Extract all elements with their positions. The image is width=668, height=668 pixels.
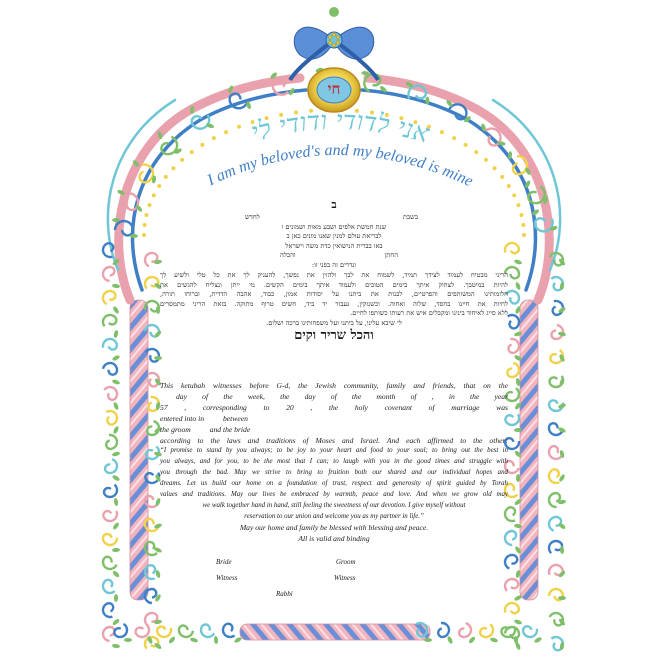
english-line: you always, and for you, to be the most that I can; to laugh with you in the good times and struggle with xyxy=(160,458,508,466)
rabbi-signature-label: Rabbi xyxy=(276,590,293,598)
medallion-letters: חי xyxy=(327,80,341,98)
hebrew-bet: ב xyxy=(331,198,337,211)
hebrew-para-line: לחיות את חיינו בחסד, שלוה ואחוה. וכשנזקין, נעבור יד ביד, חשים טרוף מתוקה. בזאת הריני מתמסרים xyxy=(160,299,508,308)
english-line: 57 , corresponding to 20 , the holy covenant of marriage was xyxy=(160,402,508,412)
english-line: “I promise to stand by you always; to be joy to your heart and food to your soul; to bring out the best in xyxy=(160,447,508,455)
hebrew-para-line: חלומותינו המשותפים והפרטיים, לבנות את ביתנו על יסודות אמון, כבוד, אהבה הדדית, וברוחו תורה, xyxy=(160,290,508,299)
english-line: we walk together hand in hand, still feeling the sweetness of our devotion. I give myself without xyxy=(202,501,466,509)
groom-signature-label: Groom xyxy=(336,558,356,566)
english-text-block xyxy=(160,381,508,545)
hebrew-year-line: שנת חמשת אלפים ושבע מאות ושמונים ו xyxy=(281,222,387,231)
hebrew-closing: והכל שריר וקים xyxy=(294,327,374,343)
hebrew-vows-line: ונדרים זה בפני זו: xyxy=(311,261,357,270)
hebrew-blessing: לי שיבא עלינו, על ביתנו ועל משפחותינו ברכה ושלום. xyxy=(266,318,402,327)
hebrew-para-line: הריני מבטיח לעמוד לצידך תמיד, לשמוח את לבך ולהזין את נפשך, להעניק לך את כל טלי ולשיע לך xyxy=(160,270,508,279)
bride-signature-label: Bride xyxy=(216,558,232,566)
hebrew-paragraph xyxy=(160,271,508,319)
hebrew-text-block xyxy=(160,198,508,343)
hebrew-bride: והכלה xyxy=(280,251,296,260)
hebrew-shabbat: בשבת xyxy=(402,212,418,221)
hebrew-groom: החתן xyxy=(384,251,398,260)
english-line: May our home and family be blessed with blessing and peace. xyxy=(239,522,429,532)
english-line: you through the bad. May we strive to bring to fruition both our shared and our individual hopes and xyxy=(160,469,508,477)
hebrew-para-line: ללא סייג לאיחוד בינינו ומקבלים איש את רעותו כשותפו לחיים. xyxy=(350,309,508,318)
english-line: This ketubah witnesses before G-d, the Jewish community, family and friends, that on the xyxy=(160,381,508,390)
hebrew-para-line: להיות במיטבך. לצחוק איתך בימים הטובים ולעמוד איתך בימים הקשים. מי ייתן ונצליח להגשים את xyxy=(160,280,508,289)
english-line: according to the laws and traditions of Moses and Israel. And each affirmed to the other: xyxy=(160,435,508,445)
english-line: dreams. Let us build our home on a foundation of trust, respect and generosity of spirit guided by Torah xyxy=(160,480,508,488)
english-line: values and traditions. May our lives be embraced by warmth, peace and love. And when we grow old may xyxy=(160,491,508,499)
english-line: entered into in between xyxy=(160,413,248,423)
hebrew-covenant-line: באו בברית הנישואין כדת משה וישראל xyxy=(285,241,383,250)
hebrew-count-line: לבריאת עולם למנין שאנו מונים כאן ב xyxy=(286,232,382,241)
banner-hebrew: אני לדודי ודודי לי xyxy=(247,105,433,150)
english-line: day of the week, the day of the month of , in the year xyxy=(176,391,508,401)
hebrew-lachodesh: לחדש xyxy=(245,212,260,221)
english-line: reservation to our union and welcome you as my partner in life.” xyxy=(244,512,424,520)
english-line: the groom and the bride xyxy=(160,424,251,434)
english-line: All is valid and binding xyxy=(298,533,370,543)
banner-english: I am my beloved's and my beloved is mine xyxy=(204,141,476,191)
witness2-signature-label: Witness xyxy=(334,574,356,582)
witness1-signature-label: Witness xyxy=(216,574,238,582)
